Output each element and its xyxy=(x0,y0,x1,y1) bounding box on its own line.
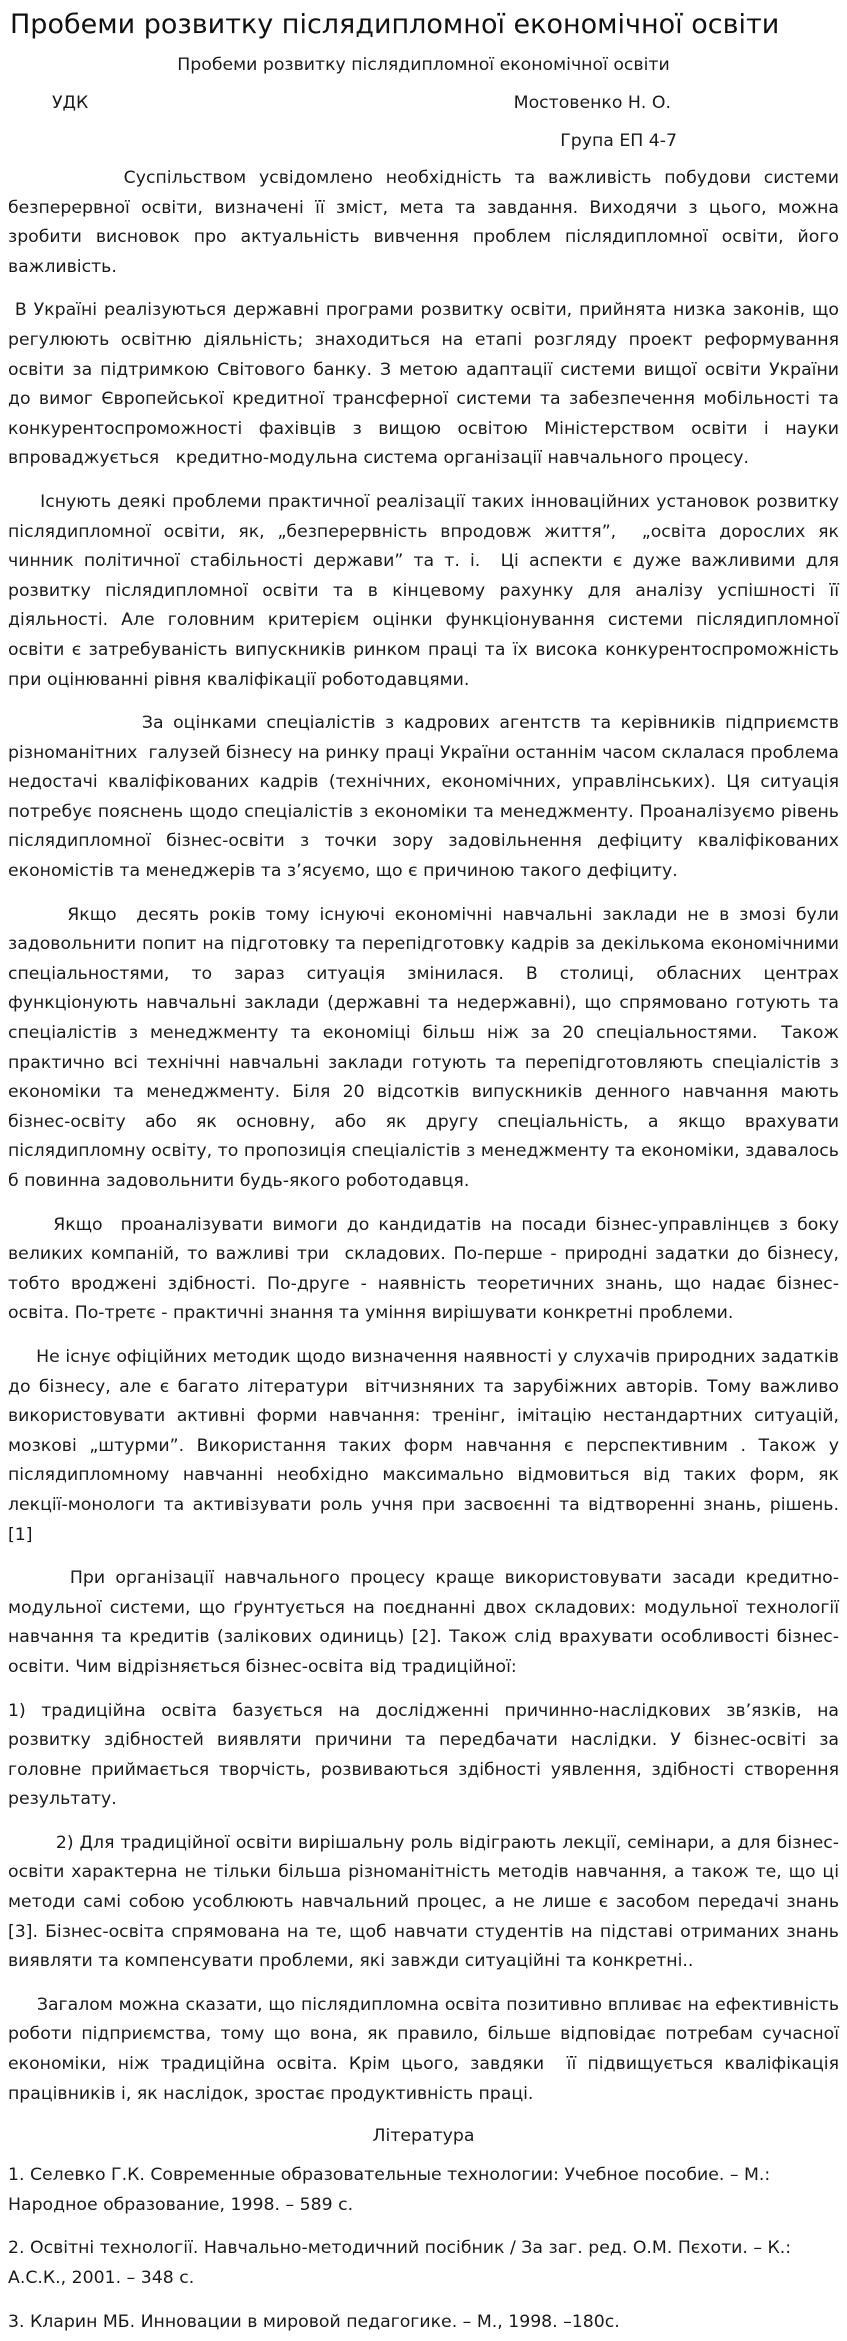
paragraph: Якщо проаналізувати вимоги до кандидатів на посади бізнес-управлінцєв з боку великих компаній, то важливі три складових. По-перше - природні задатки до бізнесу, тобто вроджені здібності. По-друге - наявність теоретичних знань, що надає бізнес-освіта. По-третє - практичні знання та уміння вирішувати конкретні проблеми. xyxy=(8,1214,839,1324)
udk-label: УДК xyxy=(52,93,89,113)
reference-item: 1. Селевко Г.К. Современные образовательные технологии: Учебное пособие. – М.: Народное образование, 1998. – 589 с. xyxy=(8,2165,771,2215)
references-title: Література xyxy=(372,2126,475,2147)
paragraph: Суспільством усвідомлено необхідність та важливість побудови системи безперервної освіти, визначені її зміст, мета та завдання. Виходячи з цього, можна зробити висновок про актуальність вивчення проблем післядипломної освіти, його важливість. xyxy=(8,168,839,277)
paragraph: В Україні реалізуються державні програми розвитку освіти, прийнята низка законів, що регулюють освітню діяльність; знаходиться на етапі розгляду проект реформування освіти за підтримкою Світового банку. З метою адаптації системи вищої освіти України до вимог Європейської кредитної трансферної системи та забезпечення мобільності та конкурентоспроможності фахівців з вищою освітою Міністерством освіти і науки впроваджується кредитно-модульна система організації навчального процесу. xyxy=(8,300,839,469)
meta-row xyxy=(8,90,839,116)
paragraph: 1) традиційна освіта базується на дослідженні причинно-наслідкових зв’язків, на розвитку здібностей виявляти причини та передбачати наслідки. У бізнес-освіті за головне приймається творчість, розвиваються здібності уявлення, здібності створення результату. xyxy=(8,1700,839,1810)
paragraph: Якщо десять років тому існуючі економічні навчальні заклади не в змозі були задовольнити попит на підготовку та перепідготовку кадрів за декількома економічними спеціальностями, то зараз ситуація змінилася. В столиці, обласних центрах функціонують навчальні заклади (державні та недержавні), що спрямовано готують та спеціалістів з менеджменту та економіці більш ніж за 20 спеціальностями. Також практично всі технічні навчальні заклади готують та перепідготовляють спеціалістів з економіки та менеджменту. Біля 20 відсотків випускників денного навчання мають бізнес-освіту або як основну, або як другу спеціальність, а якщо врахувати післядипломну освіту, то пропозиція спеціалістів з менеджменту та економіки, здавалось б повинна задовольнити будь-якого роботодавця. xyxy=(8,904,839,1191)
document-title: Пробеми розвитку післядипломної економічної освіти xyxy=(177,55,670,75)
group-label: Група ЕП 4-7 xyxy=(560,131,677,151)
paragraph: Існують деякі проблеми практичної реалізації таких інноваційних установок розвитку післядипломної освіти, як, „безперервність впродовж життя”, „освіта дорослих як чинник політичної стабільності держави” та т. і. Ці аспекти є дуже важливими для розвитку післядипломної освіти та в кінцевому рахунку для аналізу успішності її діяльності. Але головним критерієм оцінки функціонування системи післядипломної освіти є затребуваність випускників ринком праці та їх висока конкурентоспроможність при оцінюванні рівня кваліфікації роботодавцями. xyxy=(8,491,839,690)
reference-item: 3. Кларин МБ. Инновации в мировой педагогике. – М., 1998. –180с. xyxy=(8,2311,620,2332)
author-name: Мостовенко Н. О. xyxy=(513,93,671,113)
paragraph: При організації навчального процесу краще використовувати засади кредитно-модульної системи, що ґрунтується на поєднанні двох складових: модульної технології навчання та кредитів (залікових одиниць) [2]. Також слід врахувати особливості бізнес-освіти. Чим відрізняється бізнес-освіта від традиційної: xyxy=(8,1568,839,1677)
document-body xyxy=(8,52,839,2337)
paragraph: 2) Для традиційної освіти вирішальну роль відіграють лекції, семінари, а для бізнес-освіти характерна не тільки більша різноманітність методів навчання, а також те, що ці методи самі собою усоблюють навчальний процес, а не лише є засобом передачі знань [3]. Бізнес-освіта спрямована на те, щоб навчати студентів на підставі отриманих знань виявляти та компенсувати проблеми, які завжди ситуаційні та конкретні.. xyxy=(8,1832,839,1972)
paragraph: Загалом можна сказати, що післядипломна освіта позитивно впливає на ефективність роботи підприємства, тому що вона, як правило, більше відповідає потребам сучасної економіки, ніж традиційна освіта. Крім цього, завдяки її підвищується кваліфікація працівників і, як наслідок, зростає продуктивність праці. xyxy=(8,1994,839,2104)
reference-item: 2. Освітні технології. Навчально-методичний посібник / За заг. ред. О.М. Пєхоти. – К.: А.С.К., 2001. – 348 с. xyxy=(8,2238,792,2288)
paragraph: Не існує офіційних методик щодо визначення наявності у слухачів природних задатків до бізнесу, але є багато літератури вітчизняних та зарубіжних авторів. Тому важливо використовувати активні форми навчання: тренінг, імітацію нестандартних ситуацій, мозкові „штурми”. Використання таких форм навчання є перспективним . Також у післядипломному навчанні необхідно максимально відмовиться від таких форм, як лекції-монологи та активізувати роль учня при засвоєнні та відтворенні знань, рішень. [1] xyxy=(8,1346,839,1545)
site-title: Пробеми розвитку післядипломної економічної освіти xyxy=(10,9,780,40)
paragraph: За оцінками спеціалістів з кадрових агентств та керівників підприємств різноманітних галузей бізнесу на ринку праці України останнім часом склалася проблема недостачі кваліфікованих кадрів (технічних, економічних, управлінських). Ця ситуація потребує пояснень щодо спеціалістів з економіки та менеджменту. Проаналізуємо рівень післядипломної бізнес-освіти з точки зору задовільнення дефіциту кваліфікованих економістів та менеджерів та з’ясуємо, що є причиною такого дефіциту. xyxy=(8,713,839,882)
